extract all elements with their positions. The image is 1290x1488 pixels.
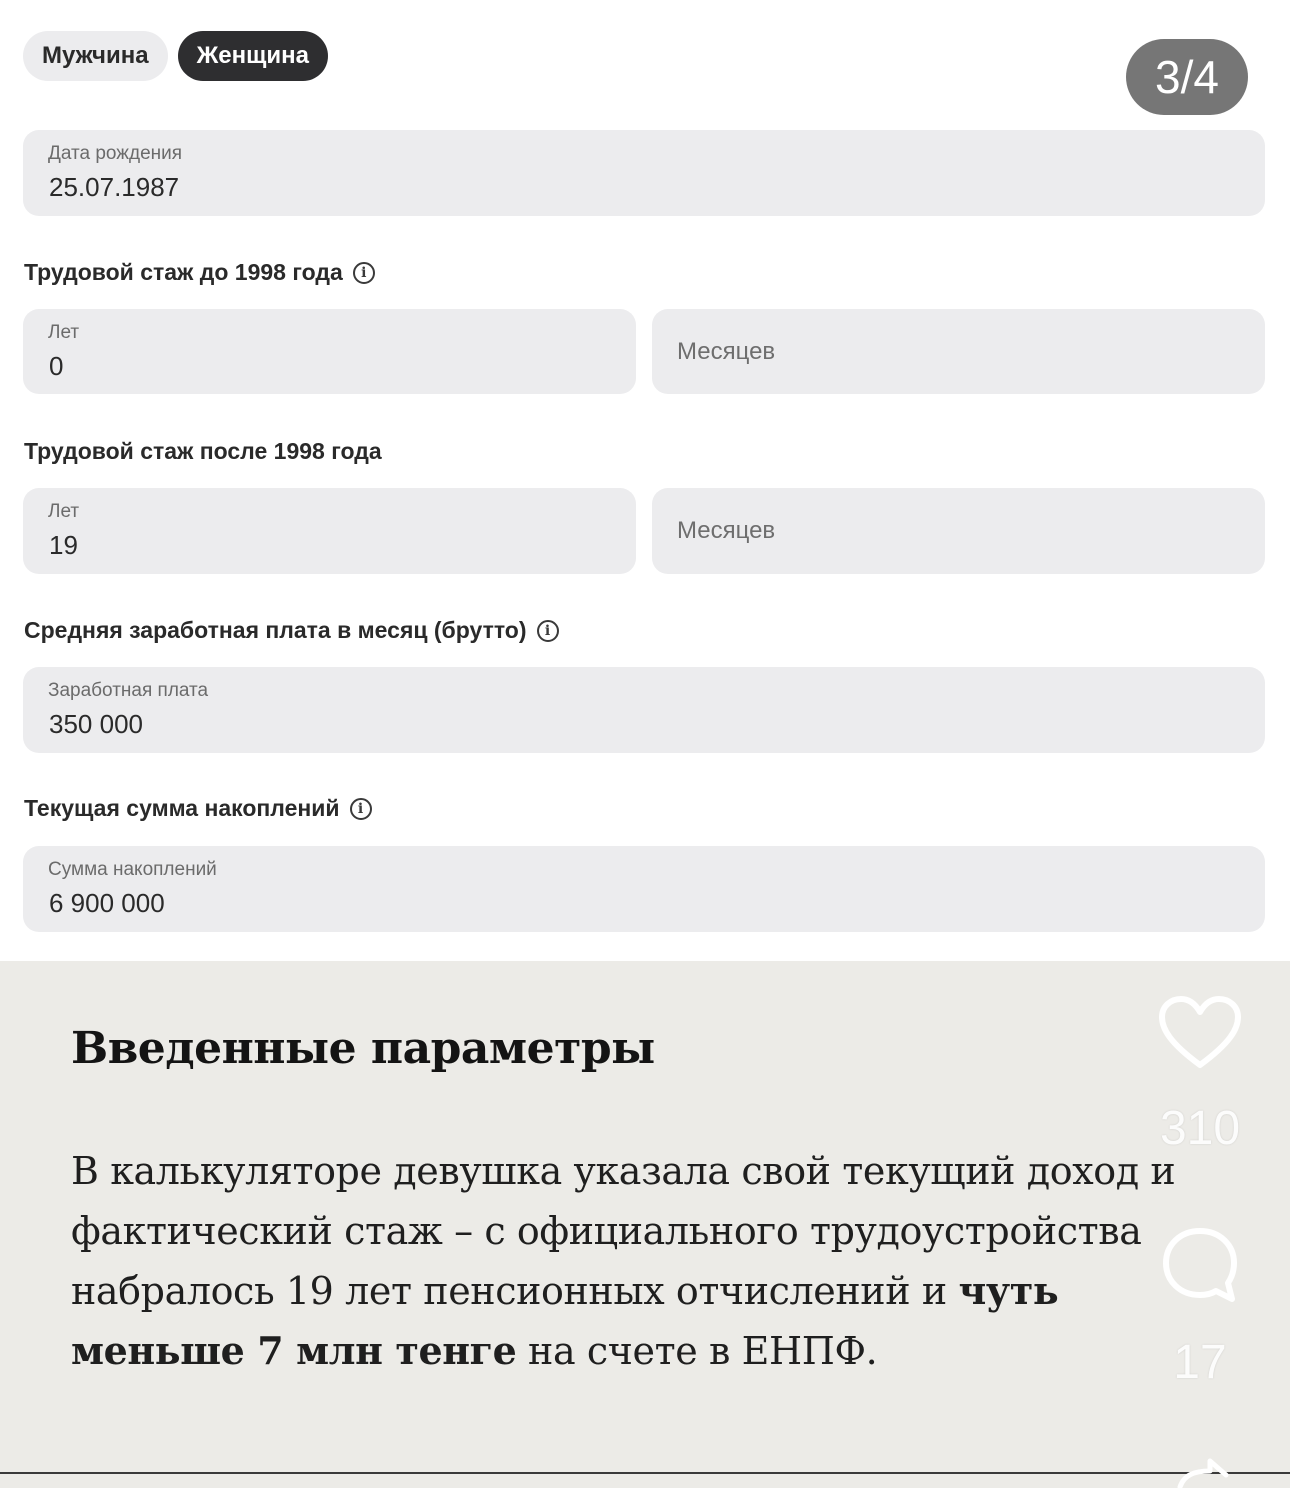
gender-female-button[interactable]: Женщина <box>178 31 328 81</box>
gender-toggle <box>23 31 328 81</box>
savings-field[interactable] <box>23 846 1265 932</box>
experience-after-title-text: Трудовой стаж после 1998 года <box>24 438 382 464</box>
years-value: 19 <box>49 530 78 560</box>
article-title: Введенные параметры <box>71 1023 655 1074</box>
article-text-bold: чуть меньше 7 млн тенге <box>71 1268 1059 1373</box>
article-section <box>0 961 1290 1488</box>
savings-value: 6 900 000 <box>49 888 165 918</box>
experience-after-years-field[interactable] <box>23 488 636 574</box>
months-placeholder: Месяцев <box>677 337 776 365</box>
birth-date-value: 25.07.1987 <box>49 172 180 202</box>
gender-male-button[interactable]: Мужчина <box>23 31 168 81</box>
heart-icon[interactable] <box>1150 995 1250 1071</box>
savings-label: Сумма накоплений <box>48 859 217 880</box>
likes-count: 310 <box>1159 1102 1241 1155</box>
experience-before-title-text: Трудовой стаж до 1998 года <box>24 259 343 285</box>
salary-title-text: Средняя заработная плата в месяц (брутто) <box>24 617 527 643</box>
birth-date-field[interactable] <box>23 130 1265 216</box>
salary-label: Заработная плата <box>48 680 209 701</box>
months-placeholder: Месяцев <box>677 517 776 544</box>
comments-count: 17 <box>1173 1336 1227 1389</box>
savings-title-text: Текущая сумма накоплений <box>24 795 340 821</box>
salary-value: 350 000 <box>49 709 143 739</box>
slide-counter: 3/4 <box>1126 39 1248 115</box>
experience-after-months-field[interactable] <box>652 488 1265 574</box>
salary-field[interactable] <box>23 667 1265 753</box>
savings-title <box>24 795 372 822</box>
info-icon[interactable]: i <box>537 620 559 642</box>
experience-before-months-field[interactable] <box>652 309 1265 394</box>
years-label: Лет <box>48 501 80 522</box>
experience-before-years-field[interactable] <box>23 309 636 394</box>
article-text <box>71 1141 1231 1381</box>
article-text-part: на счете в ЕНПФ. <box>516 1329 878 1373</box>
comment-icon[interactable] <box>1150 1225 1250 1305</box>
share-icon[interactable] <box>1150 1457 1250 1488</box>
years-label: Лет <box>48 322 80 343</box>
birth-date-label: Дата рождения <box>48 143 183 164</box>
experience-before-title <box>24 259 375 286</box>
experience-after-title <box>24 438 382 465</box>
article-text-part: В калькуляторе девушка указала свой текущий доход и фактический стаж – с официального трудоустройства набралось 19 лет пенсионных отчислений и <box>71 1149 1176 1313</box>
salary-title <box>24 617 559 644</box>
years-value: 0 <box>49 351 64 381</box>
info-icon[interactable]: i <box>350 798 372 820</box>
divider <box>0 1472 1290 1474</box>
info-icon[interactable]: i <box>353 262 375 284</box>
